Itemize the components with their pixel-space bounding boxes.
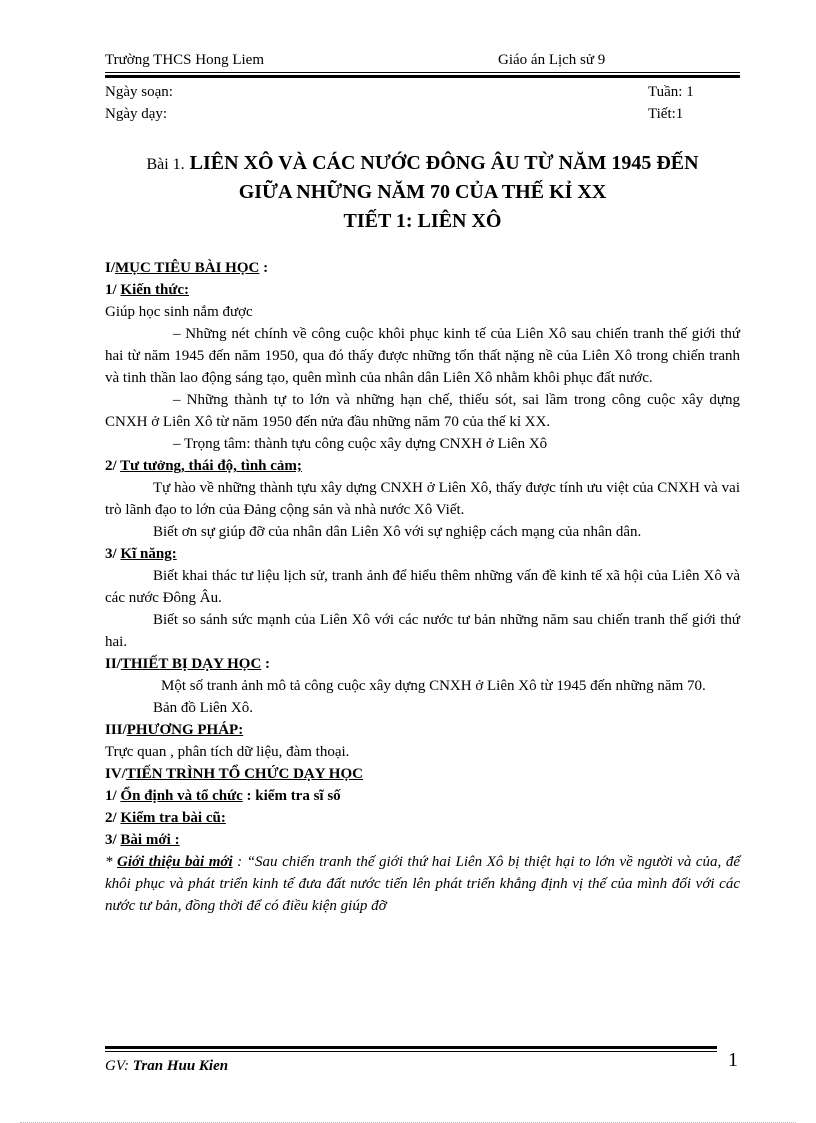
page-header: [105, 52, 740, 72]
attitude-paragraph-1: Tự hào về những thành tựu xây dựng CNXH ở Liên Xô, thấy được tính ưu việt của CNXH và vai trò lãnh đạo to lớn của Đảng cộng sản và nhà nước Xô Viết.: [105, 480, 740, 518]
teach-date-label: Ngày dạy:: [105, 106, 168, 122]
skills-paragraph-1: Biết khai thác tư liệu lịch sử, tranh ảnh để hiểu thêm những vấn đề kinh tế xã hội của Liên Xô và các nước Đông Âu.: [105, 568, 740, 606]
lesson-title-line1: [105, 148, 740, 180]
subject-name: Giáo án Lịch sử 9: [498, 52, 606, 68]
step-organize-heading: 1/ Ổn định và tổ chức : kiểm tra sĩ số: [105, 788, 341, 804]
knowledge-item-2: – Những thành tự to lớn và những hạn chế, thiếu sót, sai lầm trong công cuộc xây dựng CNXH ở Liên Xô từ năm 1950 đến nửa đầu những năm 70 của thế kỉ XX.: [105, 392, 740, 430]
subsection-knowledge-heading: 1/ Kiến thức:: [105, 282, 189, 298]
footer-rule: [105, 1051, 717, 1052]
prep-date-label: Ngày soạn:: [105, 84, 173, 100]
header-rule: [105, 72, 740, 73]
step-new-lesson-heading: 3/ Bài mới :: [105, 832, 180, 848]
school-name: Trường THCS Hong Liem: [105, 52, 265, 68]
subsection-skills-heading: 3/ Kĩ năng:: [105, 546, 177, 562]
section-objectives-heading: I/MỤC TIÊU BÀI HỌC :: [105, 260, 269, 276]
lesson-body: [105, 257, 740, 917]
header-rule-thick: [105, 75, 740, 78]
skills-paragraph-2: Biết so sánh sức mạnh của Liên Xô với các nước tư bản những năm sau chiến tranh thế giới thứ hai.: [105, 612, 740, 650]
equipment-paragraph-1: Một số tranh ảnh mô tả công cuộc xây dựng CNXH ở Liên Xô từ 1945 đến những năm 70.: [161, 678, 706, 694]
section-procedure-heading: IV/TIẾN TRÌNH TỔ CHỨC DẠY HỌC: [105, 766, 363, 782]
knowledge-item-1: – Những nét chính về công cuộc khôi phục kinh tế của Liên Xô sau chiến tranh thế giới thứ hai từ năm 1945 đến năm 1950, qua đó thấy được những tổn thất nặng nề của Liên Xô trong chiến tranh và tinh thần lao động sáng tạo, quên mình của nhân dân Liên Xô nhằm khôi phục đất nước.: [105, 326, 740, 386]
knowledge-item-3: – Trọng tâm: thành tựu công cuộc xây dựng CNXH ở Liên Xô: [173, 436, 548, 452]
section-method-heading: III/PHƯƠNG PHÁP:: [105, 722, 244, 738]
footer-rule-thick: [105, 1046, 717, 1049]
lesson-number: Bài 1.: [146, 156, 185, 173]
lesson-title-line2: GIỮA NHỮNG NĂM 70 CỦA THẾ KỈ XX: [238, 181, 607, 203]
week-label: Tuần: 1: [648, 84, 694, 100]
period-label: Tiết:1: [648, 106, 684, 122]
teacher-label: GV:: [105, 1058, 133, 1074]
knowledge-intro: Giúp học sinh nắm được: [105, 304, 253, 320]
equipment-paragraph-2: Bản đồ Liên Xô.: [153, 700, 253, 716]
teacher-name: Tran Huu Kien: [132, 1058, 229, 1074]
attitude-paragraph-2: Biết ơn sự giúp đỡ của nhân dân Liên Xô với sự nghiệp cách mạng của nhân dân.: [153, 524, 642, 540]
lesson-title-text: LIÊN XÔ VÀ CÁC NƯỚC ĐÔNG ÂU TỪ NĂM 1945 ĐẾN: [189, 152, 699, 174]
page-number: 1: [728, 1049, 738, 1071]
lesson-subtitle: TIẾT 1: LIÊN XÔ: [343, 210, 502, 232]
intro-new-lesson-paragraph: * Giới thiệu bài mới : “Sau chiến tranh thế giới thứ hai Liên Xô bị thiệt hại to lớn về người và của, để khôi phục và phát triển kinh tế đưa đất nước tiến lên phát triển khẳng định vị thế của mình đối với các nước tư bản, đồng thời để có điều kiện giúp đỡ: [105, 854, 740, 914]
subsection-attitude-heading: 2/ Tư tưởng, thái độ, tình cảm;: [105, 458, 302, 474]
method-paragraph: Trực quan , phân tích dữ liệu, đàm thoại.: [105, 744, 350, 760]
step-review-heading: 2/ Kiểm tra bài cũ:: [105, 810, 226, 826]
teacher-credit: [105, 1058, 228, 1075]
intro-new-lesson-label: Giới thiệu bài mới: [117, 854, 233, 870]
section-equipment-heading: II/THIẾT BỊ DẠY HỌC :: [105, 656, 271, 672]
